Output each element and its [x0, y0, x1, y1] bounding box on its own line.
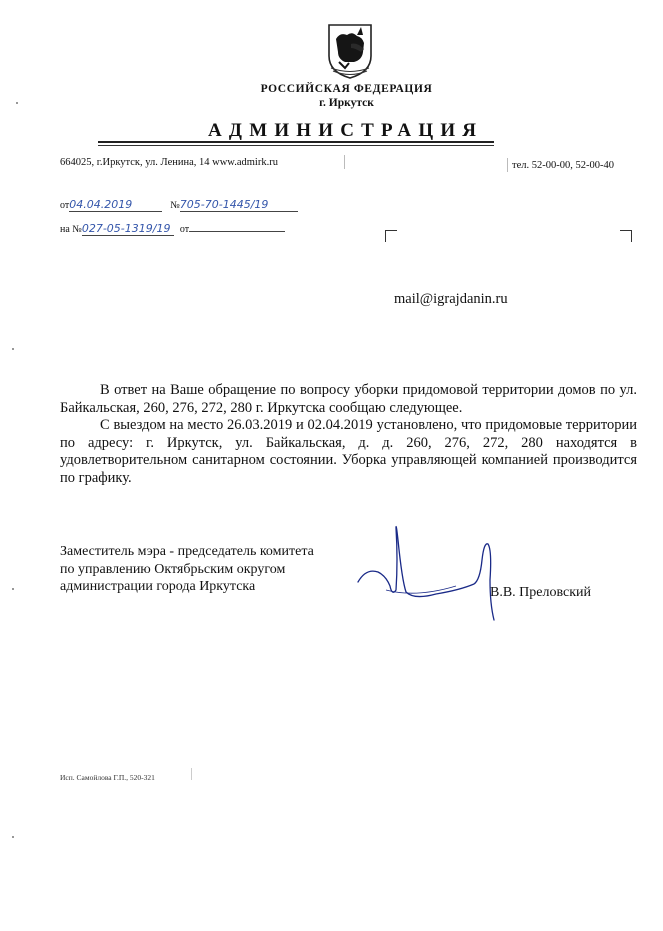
administration-title: АДМИНИСТРАЦИЯ	[208, 120, 484, 141]
outgoing-registration-line	[60, 195, 298, 213]
position-line: администрации города Иркутска	[60, 579, 256, 594]
position-line: Заместитель мэра - председатель комитета	[60, 544, 314, 559]
body-paragraph-2: С выездом на место 26.03.2019 и 02.04.2019 установлено, что придомовые территории по адресу: г. Иркутск, ул. Байкальская, д. д. 260, 276, 272, 280 находятся в удовлетворительном санитарном состоянии. Уборка управляющей компанией производится по графику.	[60, 417, 637, 486]
date-value: 04.04.2019	[69, 198, 162, 212]
reply-number-value: 027-05-1319/19	[82, 222, 174, 236]
signatory-position	[60, 543, 314, 596]
reply-date-value	[189, 219, 285, 232]
incoming-reference-line	[60, 219, 285, 237]
federation-title: РОССИЙСКАЯ ФЕДЕРАЦИЯ	[260, 83, 433, 95]
body-paragraph-1: В ответ на Ваше обращение по вопросу уборки придомовой территории домов по ул. Байкальская, 260, 276, 272, 280 г. Иркутска сообщаю следующее.	[60, 382, 637, 416]
signatory-name: В.В. Преловский	[490, 585, 592, 600]
field-divider	[507, 158, 508, 172]
address-corner-mark	[620, 230, 632, 242]
number-label: №	[170, 200, 180, 211]
executor-note: Исп. Самойлова Г.П., 520-321	[60, 773, 155, 782]
handwritten-signature	[356, 520, 506, 625]
organization-phone: тел. 52-00-00, 52-00-40	[512, 160, 614, 171]
date-label: от	[60, 200, 70, 211]
field-divider	[344, 155, 345, 169]
reply-date-label: от	[179, 224, 190, 235]
address-corner-mark	[385, 230, 397, 242]
margin-dot	[12, 836, 14, 838]
irkutsk-coat-of-arms-icon	[327, 22, 373, 80]
reply-number-label: на №	[60, 224, 82, 235]
margin-dot	[16, 102, 18, 104]
header-rule-thin	[98, 145, 494, 146]
city-title: г. Иркутск	[319, 97, 374, 109]
margin-dot	[12, 348, 14, 350]
organization-address: 664025, г.Иркутск, ул. Ленина, 14 www.admirk.ru	[60, 157, 278, 168]
recipient-email: mail@igrajdanin.ru	[394, 291, 508, 307]
field-divider	[191, 768, 192, 780]
position-line: по управлению Октябрьским округом	[60, 561, 286, 577]
header-rule	[98, 141, 494, 143]
margin-dot	[12, 588, 14, 590]
number-value: 705-70-1445/19	[180, 198, 298, 212]
